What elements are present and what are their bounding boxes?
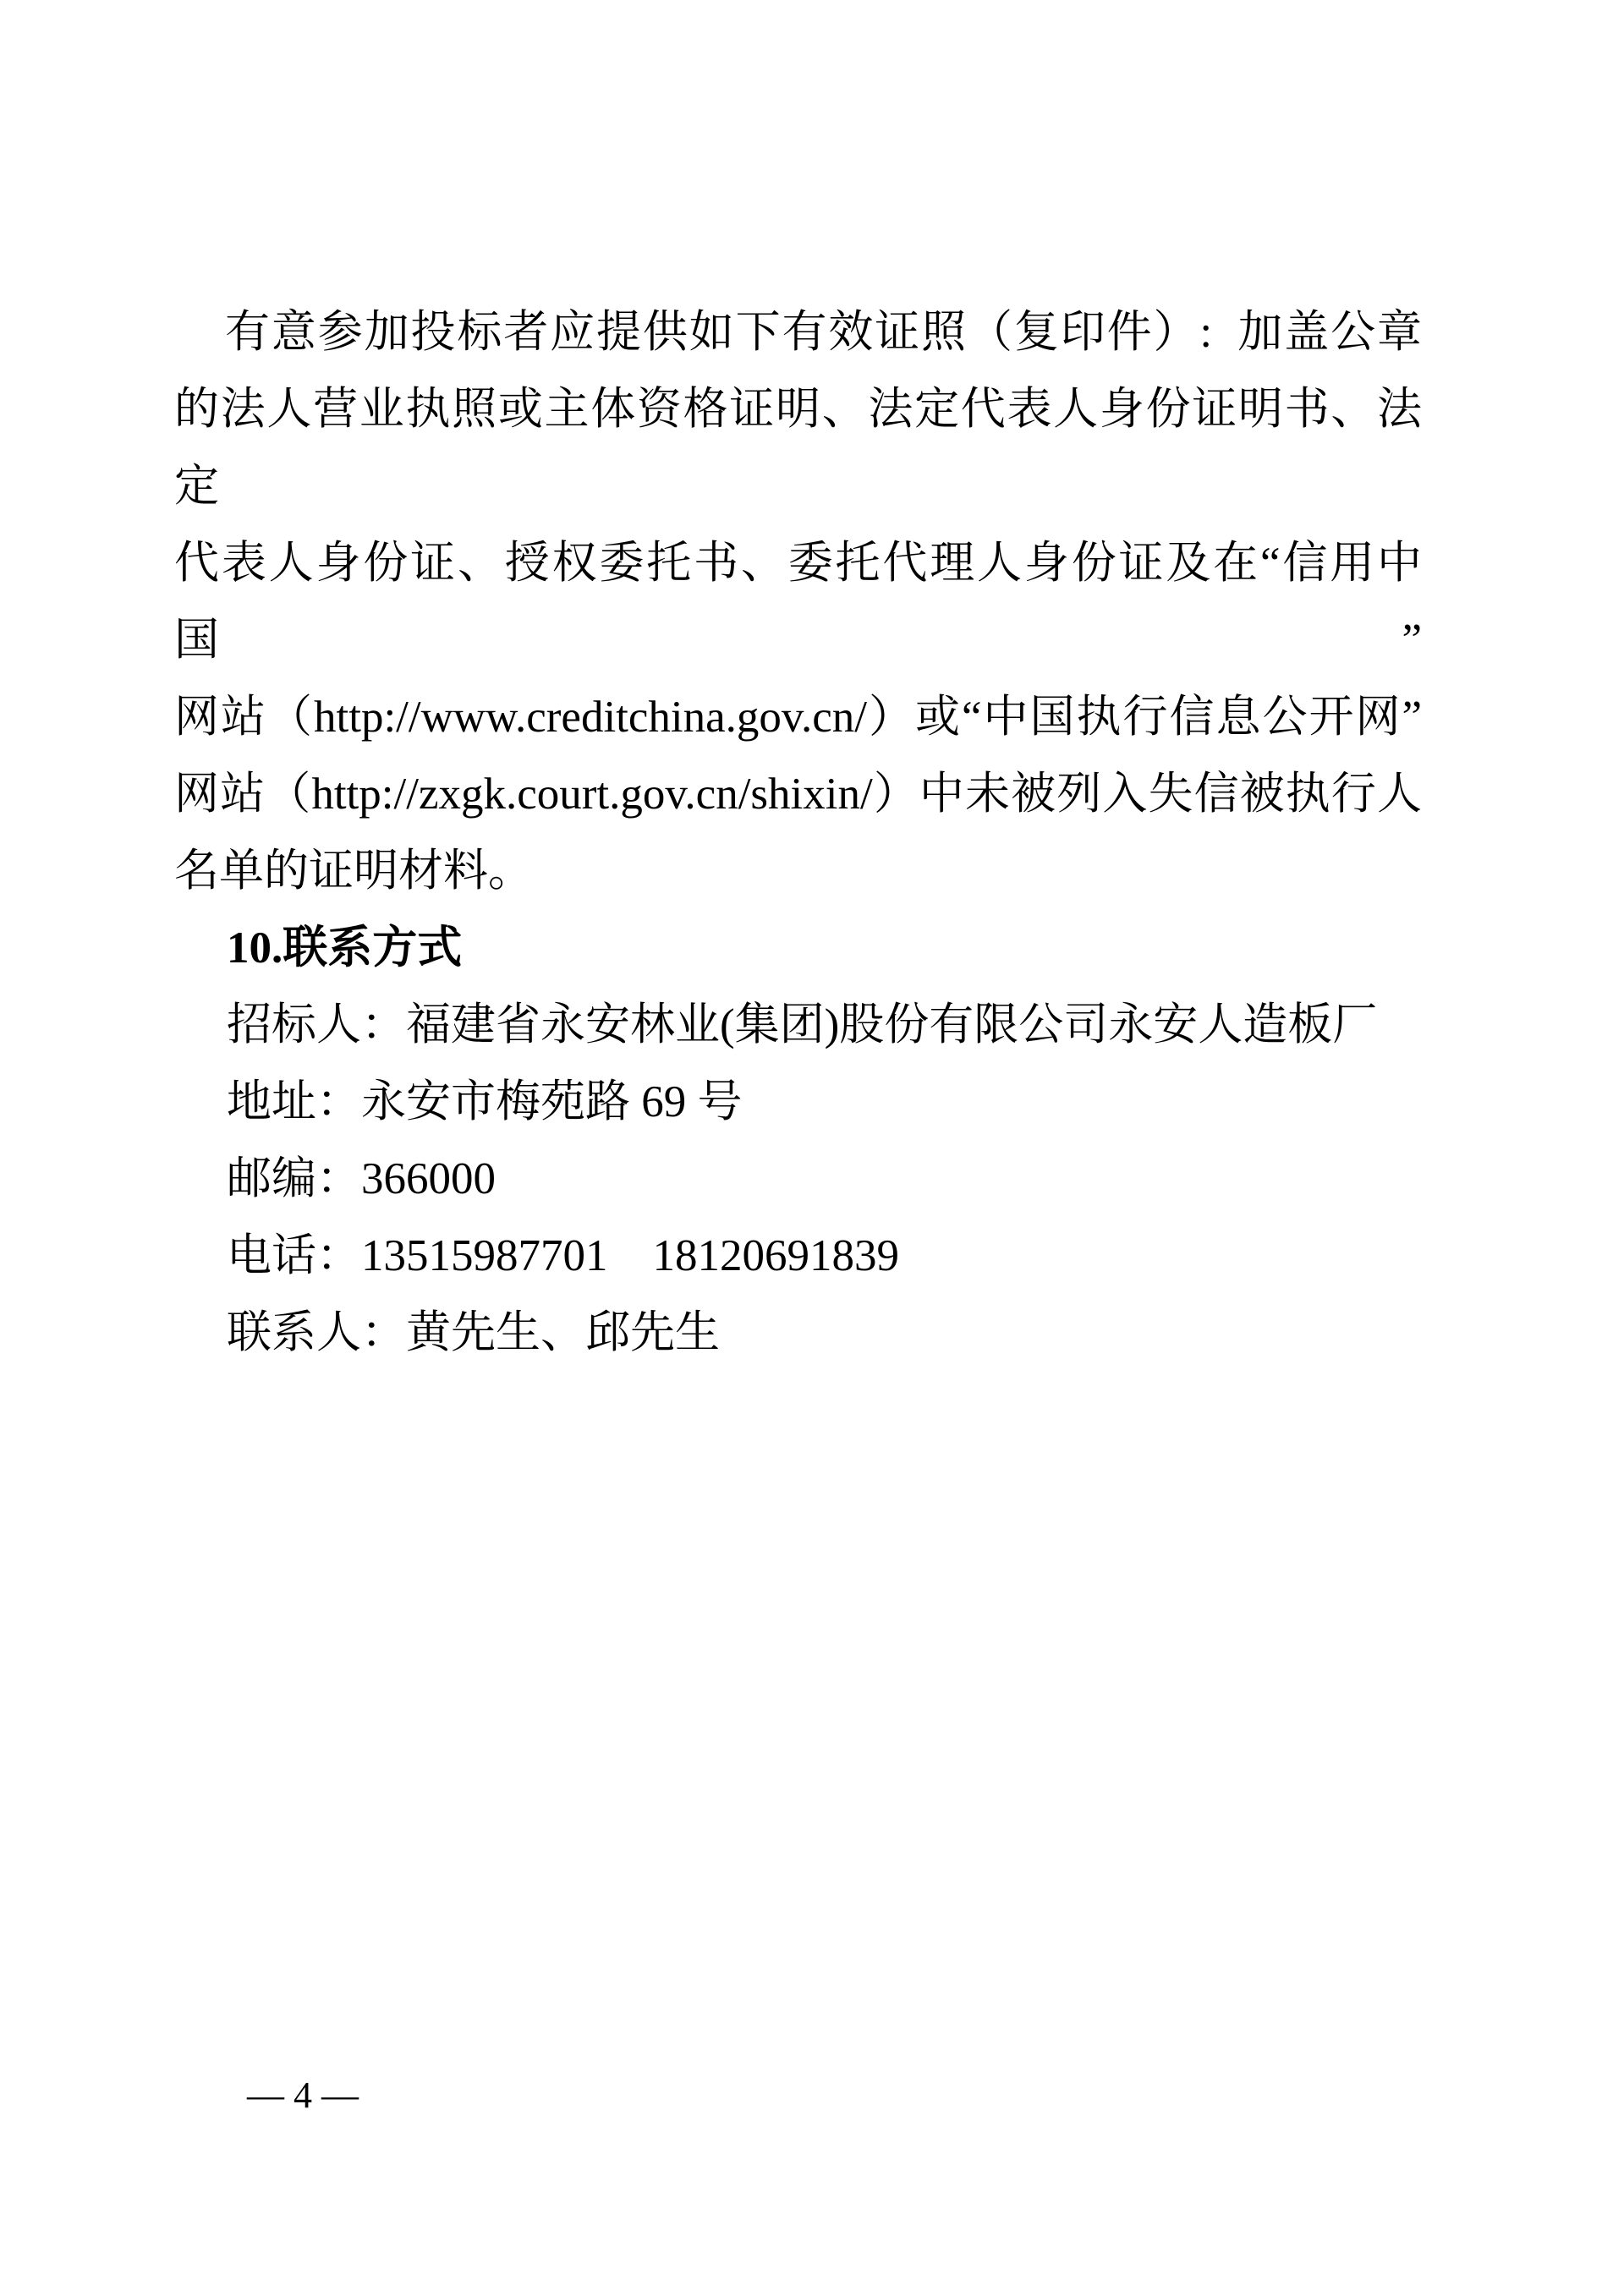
contact-line-person: 联系人：黄先生、邱先生 xyxy=(227,1308,720,1357)
paragraph-line: 的法人营业执照或主体资格证明、法定代表人身份证明书、法定 xyxy=(174,385,1422,511)
credentials-paragraph xyxy=(174,294,1422,910)
contact-line-postcode: 邮编：366000 xyxy=(227,1154,496,1203)
contact-line-phone: 电话：13515987701 18120691839 xyxy=(227,1231,899,1280)
paragraph-line: 网站（http://zxgk.court.gov.cn/shixin/）中未被列入失信被执行人 xyxy=(174,770,1422,819)
paragraph-line: 有意参加投标者应提供如下有效证照（复印件）: 加盖公章 xyxy=(225,308,1422,357)
paragraph-line: 名单的证明材料。 xyxy=(174,847,533,896)
contact-line-bidder: 招标人：福建省永安林业(集团)股份有限公司永安人造板厂 xyxy=(227,1000,1378,1049)
contact-line-address: 地址：永安市梅苑路 69 号 xyxy=(227,1077,743,1126)
document-body xyxy=(174,294,1422,1372)
section-heading-contact-info: 10.联系方式 xyxy=(227,923,463,973)
page-number: — 4 — xyxy=(247,2074,359,2116)
paragraph-line: 代表人身份证、授权委托书、委托代理人身份证及在“信用中国” xyxy=(174,539,1422,665)
paragraph-line: 网站（http://www.creditchina.gov.cn/）或“中国执行信息公开网” xyxy=(174,693,1422,742)
contact-info-section xyxy=(174,987,1422,1372)
